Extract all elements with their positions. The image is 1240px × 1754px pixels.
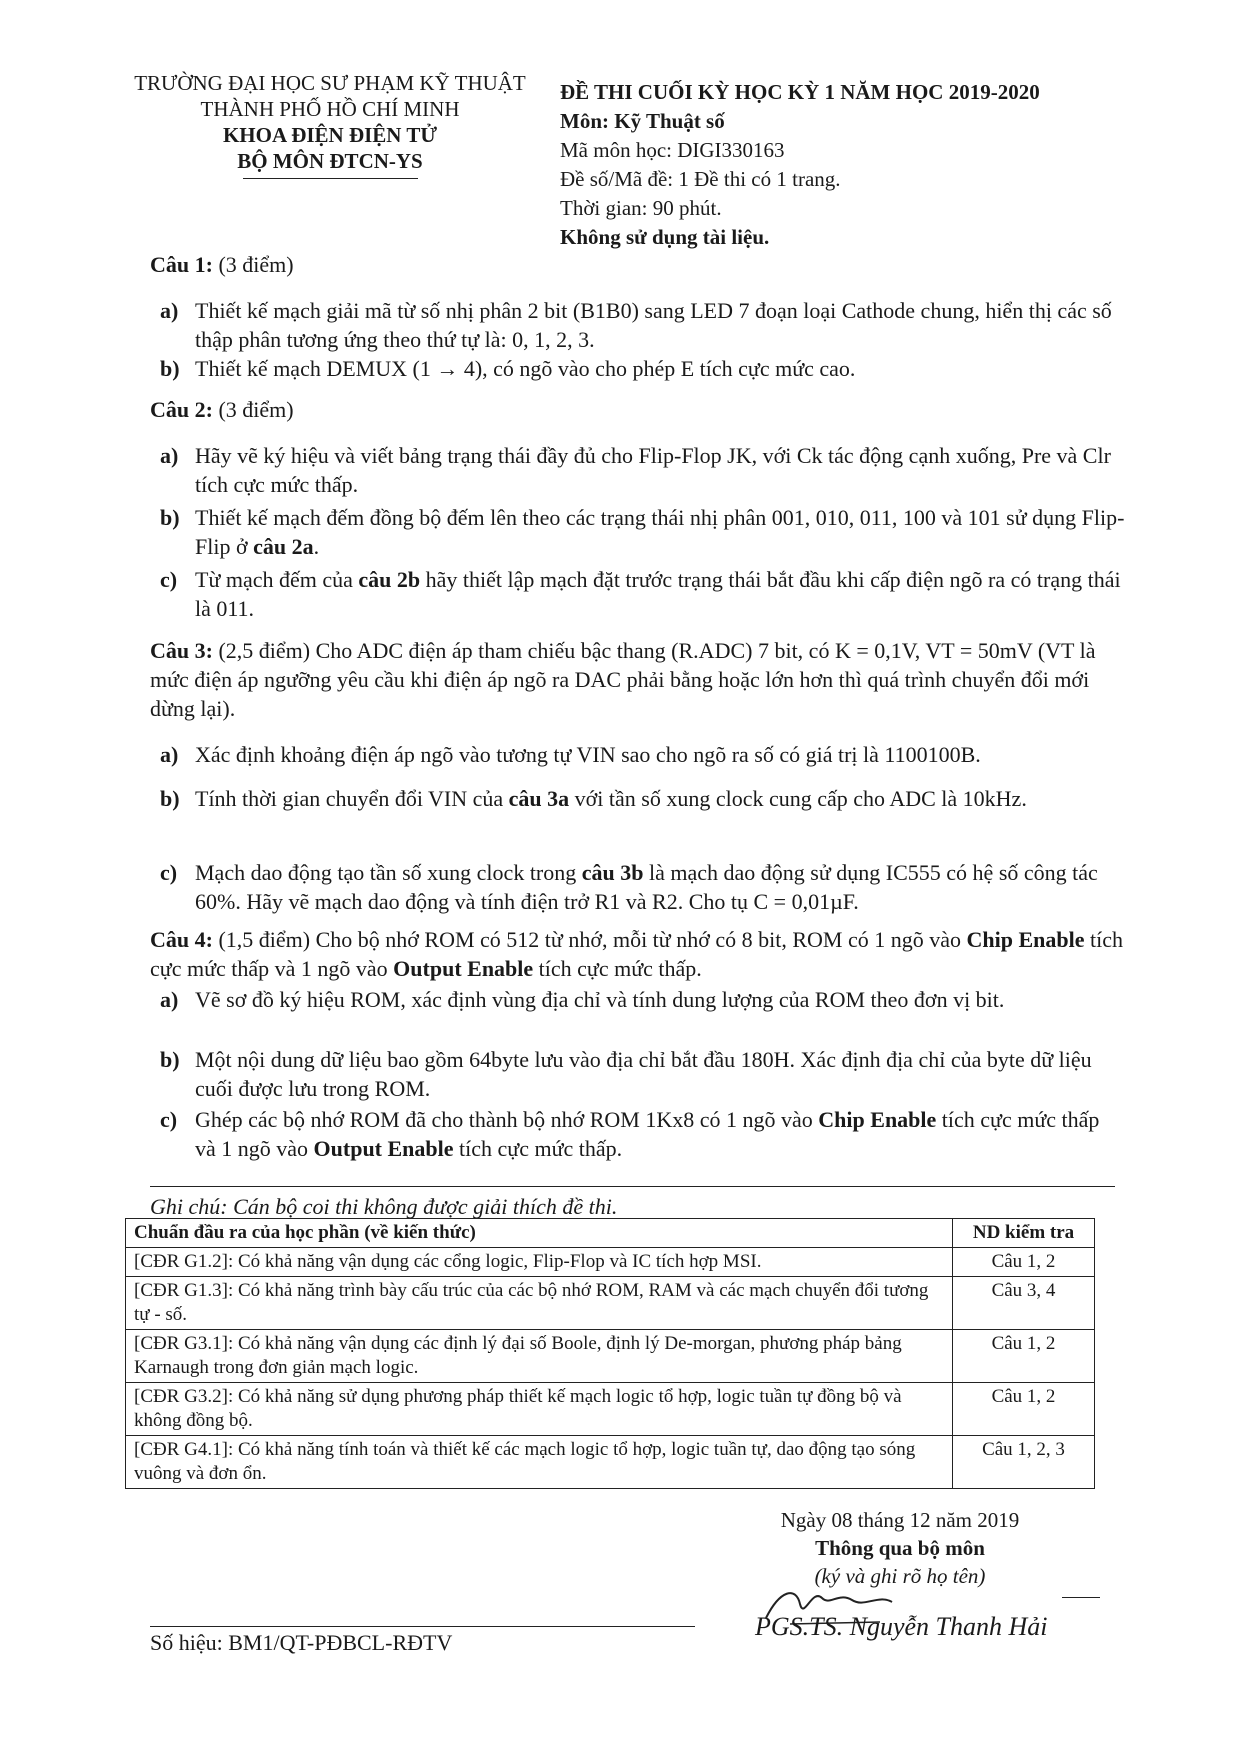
- footer-divider: [150, 1626, 695, 1627]
- outcome-description: [CĐR G3.1]: Có khả năng vận dụng các định lý đại số Boole, định lý De-morgan, phương pháp bảng Karnaugh trong đơn giản mạch logic.: [126, 1330, 953, 1383]
- university-name: TRƯỜNG ĐẠI HỌC SƯ PHẠM KỸ THUẬT: [134, 71, 526, 95]
- column-header-outcome: Chuẩn đầu ra của học phần (về kiến thức): [126, 1219, 953, 1248]
- question-4-intro: Câu 4: (1,5 điểm) Cho bộ nhớ ROM có 512 từ nhớ, mỗi từ nhớ có 8 bit, ROM có 1 ngõ vào Chip Enable tích cực mức thấp và 1 ngõ vào Output Enable tích cực mức thấp.: [150, 927, 1123, 981]
- signer-name: PGS.TS. Nguyễn Thanh Hải: [755, 1612, 1048, 1641]
- city-name: THÀNH PHỐ HỒ CHÍ MINH: [200, 97, 460, 121]
- question-2c: c) Từ mạch đếm của câu 2b hãy thiết lập mạch đặt trước trạng thái bắt đầu khi cấp điện ngõ ra có trạng thái là 011.: [160, 567, 1121, 621]
- sign-date: Ngày 08 tháng 12 năm 2019: [780, 1508, 1020, 1532]
- learning-outcomes-table: [125, 1218, 1095, 1489]
- department-name: BỘ MÔN ĐTCN-YS: [237, 149, 423, 173]
- proctor-note: Ghi chú: Cán bộ coi thi không được giải thích đề thi.: [150, 1194, 618, 1219]
- outcome-check: Câu 1, 2: [953, 1330, 1095, 1383]
- question-4b: b) Một nội dung dữ liệu bao gồm 64byte lưu vào địa chỉ bắt đầu 180H. Xác định địa chỉ của byte dữ liệu cuối được lưu trong ROM.: [160, 1047, 1092, 1101]
- table-header-row: [126, 1219, 1095, 1248]
- header-divider: [243, 178, 418, 179]
- exam-subject: Môn: Kỹ Thuật số: [560, 109, 725, 133]
- outcome-description: [CĐR G4.1]: Có khả năng tính toán và thiết kế các mạch logic tổ hợp, logic tuần tự, dao động tạo sóng vuông và đơn ổn.: [126, 1436, 953, 1489]
- question-2-heading: Câu 2: (3 điểm): [150, 397, 294, 422]
- question-1-heading: Câu 1: (3 điểm): [150, 252, 294, 277]
- question-2b: b) Thiết kế mạch đếm đồng bộ đếm lên theo các trạng thái nhị phân 001, 010, 011, 100 và 101 sử dụng Flip-Flip ở câu 2a.: [160, 505, 1125, 559]
- outcome-check: Câu 1, 2, 3: [953, 1436, 1095, 1489]
- signature-side-line: [1062, 1597, 1100, 1598]
- outcome-check: Câu 3, 4: [953, 1277, 1095, 1330]
- question-3c: c) Mạch dao động tạo tần số xung clock trong câu 3b là mạch dao động sử dụng IC555 có hệ số công tác 60%. Hãy vẽ mạch dao động và tính điện trở R1 và R2. Cho tụ C = 0,01µF.: [160, 860, 1098, 914]
- exam-info: [560, 78, 1120, 252]
- table-row: [126, 1248, 1095, 1277]
- outcome-description: [CĐR G1.3]: Có khả năng trình bày cấu trúc của các bộ nhớ ROM, RAM và các mạch chuyển đổi tương tự - số.: [126, 1277, 953, 1330]
- question-1a: a) Thiết kế mạch giải mã từ số nhị phân 2 bit (B1B0) sang LED 7 đoạn loại Cathode chung, hiển thị các số thập phân tương ứng theo thứ tự là: 0, 1, 2, 3.: [160, 298, 1112, 352]
- outcome-description: [CĐR G1.2]: Có khả năng vận dụng các cổng logic, Flip-Flop và IC tích hợp MSI.: [126, 1248, 953, 1277]
- faculty-name: KHOA ĐIỆN ĐIỆN TỬ: [222, 123, 438, 147]
- question-1b: b) Thiết kế mạch DEMUX (1 → 4), có ngõ vào cho phép E tích cực mức cao.: [160, 356, 856, 381]
- sign-instruction: (ký và ghi rõ họ tên): [814, 1564, 986, 1588]
- question-4c: c) Ghép các bộ nhớ ROM đã cho thành bộ nhớ ROM 1Kx8 có 1 ngõ vào Chip Enable tích cực mức thấp và 1 ngõ vào Output Enable tích cực mức thấp.: [160, 1107, 1100, 1161]
- question-4a: a) Vẽ sơ đồ ký hiệu ROM, xác định vùng địa chỉ và tính dung lượng của ROM theo đơn vị bit.: [160, 987, 1005, 1012]
- approval-label: Thông qua bộ môn: [815, 1536, 985, 1560]
- school-header: [115, 70, 545, 179]
- outcome-check: Câu 1, 2: [953, 1248, 1095, 1277]
- exam-title: ĐỀ THI CUỐI KỲ HỌC KỲ 1 NĂM HỌC 2019-2020: [560, 80, 1040, 104]
- form-code: Số hiệu: BM1/QT-PĐBCL-RĐTV: [150, 1630, 453, 1655]
- table-row: [126, 1383, 1095, 1436]
- question-2a: a) Hãy vẽ ký hiệu và viết bảng trạng thái đầy đủ cho Flip-Flop JK, với Ck tác động cạnh xuống, Pre và Clr tích cực mức thấp.: [160, 443, 1111, 497]
- column-header-check: ND kiểm tra: [953, 1219, 1095, 1248]
- table-row: [126, 1330, 1095, 1383]
- question-3b: b) Tính thời gian chuyển đổi VIN của câu 3a với tần số xung clock cung cấp cho ADC là 10kHz.: [160, 786, 1027, 811]
- subject-code: Mã môn học: DIGI330163: [560, 138, 785, 162]
- exam-materials: Không sử dụng tài liệu.: [560, 225, 770, 249]
- table-row: [126, 1277, 1095, 1330]
- signature-block: [735, 1506, 1065, 1590]
- question-3-intro: Câu 3: (2,5 điểm) Cho ADC điện áp tham chiếu bậc thang (R.ADC) 7 bit, có K = 0,1V, VT = 50mV (VT là mức điện áp ngưỡng yêu cầu khi điện áp ngõ ra DAC phải bằng hoặc lớn hơn thì quá trình chuyển đổi mới dừng lại).: [150, 638, 1096, 721]
- exam-number: Đề số/Mã đề: 1 Đề thi có 1 trang.: [560, 167, 841, 191]
- table-row: [126, 1436, 1095, 1489]
- outcome-description: [CĐR G3.2]: Có khả năng sử dụng phương pháp thiết kế mạch logic tổ hợp, logic tuần tự đồng bộ và không đồng bộ.: [126, 1383, 953, 1436]
- outcome-check: Câu 1, 2: [953, 1383, 1095, 1436]
- question-3a: a) Xác định khoảng điện áp ngõ vào tương tự VIN sao cho ngõ ra số có giá trị là 1100100B.: [160, 742, 981, 767]
- section-divider: [150, 1186, 1115, 1187]
- exam-time: Thời gian: 90 phút.: [560, 196, 722, 220]
